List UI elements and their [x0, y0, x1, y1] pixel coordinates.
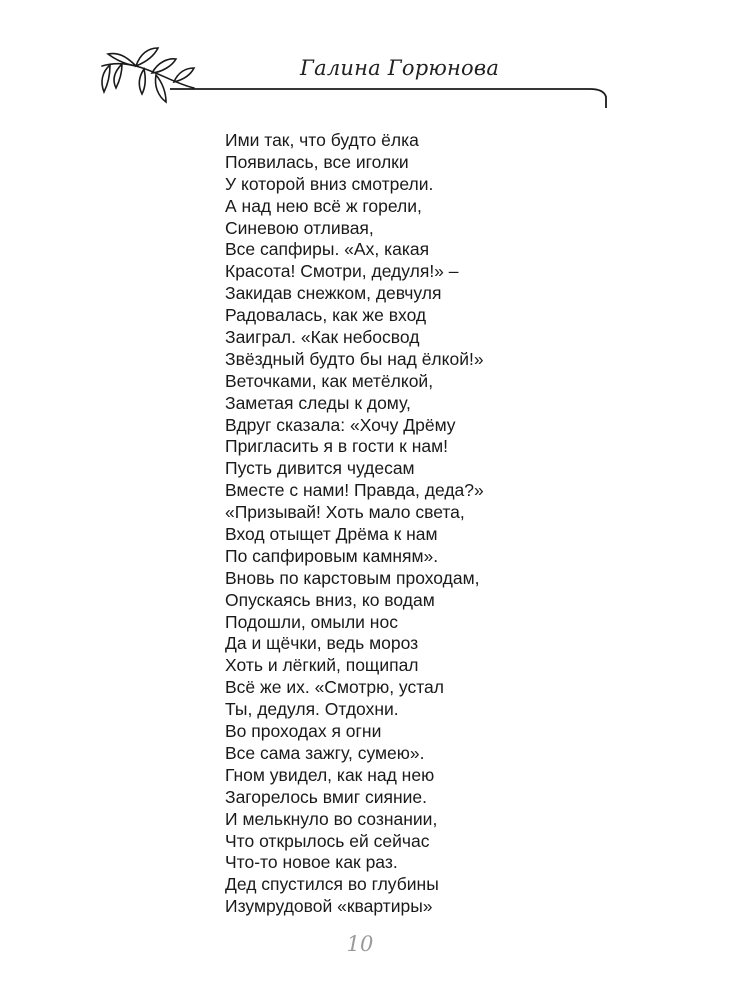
- poem-line: Изумрудовой «квартиры»: [225, 896, 433, 917]
- poem-line: Опускаясь вниз, ко водам: [225, 589, 435, 610]
- poem-line: Звёздный будто бы над ёлкой!»: [225, 348, 484, 369]
- author-name: Галина Горюнова: [300, 56, 500, 80]
- poem-line: Во проходах я огни: [225, 721, 382, 742]
- poem-line: Заметая следы к дому,: [225, 392, 411, 413]
- poem-line: Гном увидел, как над нею: [225, 764, 435, 785]
- poem-line: Синевою отливая,: [225, 217, 374, 238]
- poem-line: Вновь по карстовым проходам,: [225, 567, 480, 588]
- poem-line: Закидав снежком, девчуля: [225, 283, 442, 304]
- poem-line: Красота! Смотри, дедуля!» –: [225, 261, 459, 282]
- poem-line: Все сапфиры. «Ах, какая: [225, 239, 430, 260]
- poem-line: Пригласить я в гости к нам!: [225, 436, 448, 457]
- poem-text: [225, 130, 655, 918]
- poem-line: Хоть и лёгкий, пощипал: [225, 655, 419, 676]
- poem-line: Загорелось вмиг сияние.: [225, 786, 427, 807]
- poem-line: Все сама зажгу, сумею».: [225, 742, 425, 763]
- poem-line: Вместе с нами! Правда, деда?»: [225, 480, 484, 501]
- poem-line: «Призывай! Хоть мало света,: [225, 502, 465, 523]
- leafy-branch-icon: [96, 42, 196, 110]
- poem-line: Подошли, омыли нос: [225, 611, 398, 632]
- poem-line: Радовалась, как же вход: [225, 305, 427, 326]
- poem-line: Веточками, как метёлкой,: [225, 370, 434, 391]
- poem-line: Дед спустился во глубины: [225, 874, 439, 895]
- poem-line: Да и щёчки, ведь мороз: [225, 633, 419, 654]
- poem-line: Пусть дивится чудесам: [225, 458, 415, 479]
- poem-line: Вдруг сказала: «Хочу Дрёму: [225, 414, 456, 435]
- poem-line: Вход отыщет Дрёма к нам: [225, 524, 438, 545]
- page-header: [0, 0, 750, 120]
- poem-line: Заиграл. «Как небосвод: [225, 327, 420, 348]
- poem-line: Ими так, что будто ёлка: [225, 130, 419, 150]
- poem-line: По сапфировым камням».: [225, 545, 439, 566]
- poem-line: И мелькнуло во сознании,: [225, 808, 438, 829]
- poem-line: Появилась, все иголки: [225, 151, 409, 172]
- poem-line: А над нею всё ж горели,: [225, 195, 422, 216]
- poem-line: Всё же их. «Смотрю, устал: [225, 677, 444, 698]
- poem-line: У которой вниз смотрели.: [225, 173, 434, 194]
- poem-line: Что-то новое как раз.: [225, 852, 398, 873]
- poem-line: Что открылось ей сейчас: [225, 830, 430, 851]
- page-number: 10: [346, 932, 374, 956]
- poem-line: Ты, дедуля. Отдохни.: [225, 699, 399, 720]
